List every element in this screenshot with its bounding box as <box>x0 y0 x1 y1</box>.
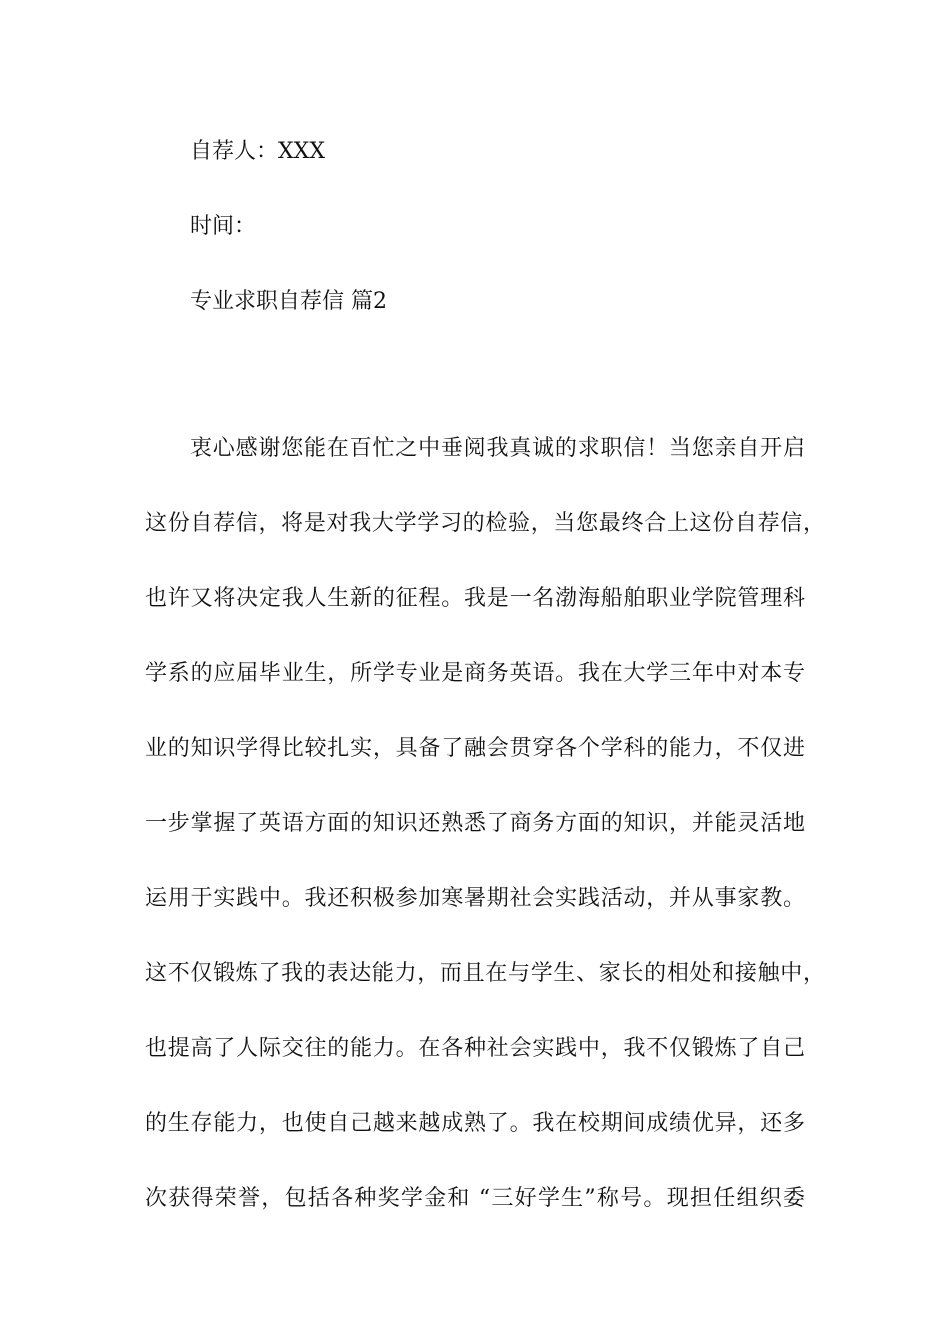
paragraph-line-11: 次获得荣誉，包括各种奖学金和 “三好学生”称号。现担任组织委 <box>145 1186 805 1211</box>
paragraph-line-2: 这份自荐信，将是对我大学学习的检验，当您最终合上这份自荐信， <box>145 511 825 536</box>
paragraph-line-10: 的生存能力，也使自己越来越成熟了。我在校期间成绩优异，还多 <box>145 1111 805 1136</box>
paragraph-line-5: 业的知识学得比较扎实，具备了融会贯穿各个学科的能力，不仅进 <box>145 736 805 761</box>
recommender-line: 自荐人：XXX <box>190 139 325 164</box>
paragraph-line-8: 这不仅锻炼了我的表达能力，而且在与学生、家长的相处和接触中， <box>145 961 825 986</box>
section-title: 专业求职自荐信 篇2 <box>190 289 387 314</box>
paragraph-line-6: 一步掌握了英语方面的知识还熟悉了商务方面的知识，并能灵活地 <box>145 811 805 836</box>
paragraph-line-7: 运用于实践中。我还积极参加寒暑期社会实践活动，并从事家教。 <box>145 886 805 911</box>
paragraph-line-4: 学系的应届毕业生，所学专业是商务英语。我在大学三年中对本专 <box>145 661 805 686</box>
paragraph-line-1: 衷心感谢您能在百忙之中垂阅我真诚的求职信！当您亲自开启 <box>190 436 805 461</box>
paragraph-line-3: 也许又将决定我人生新的征程。我是一名渤海船舶职业学院管理科 <box>145 586 805 611</box>
paragraph-line-9: 也提高了人际交往的能力。在各种社会实践中，我不仅锻炼了自己 <box>145 1036 805 1061</box>
time-line: 时间： <box>190 214 257 239</box>
